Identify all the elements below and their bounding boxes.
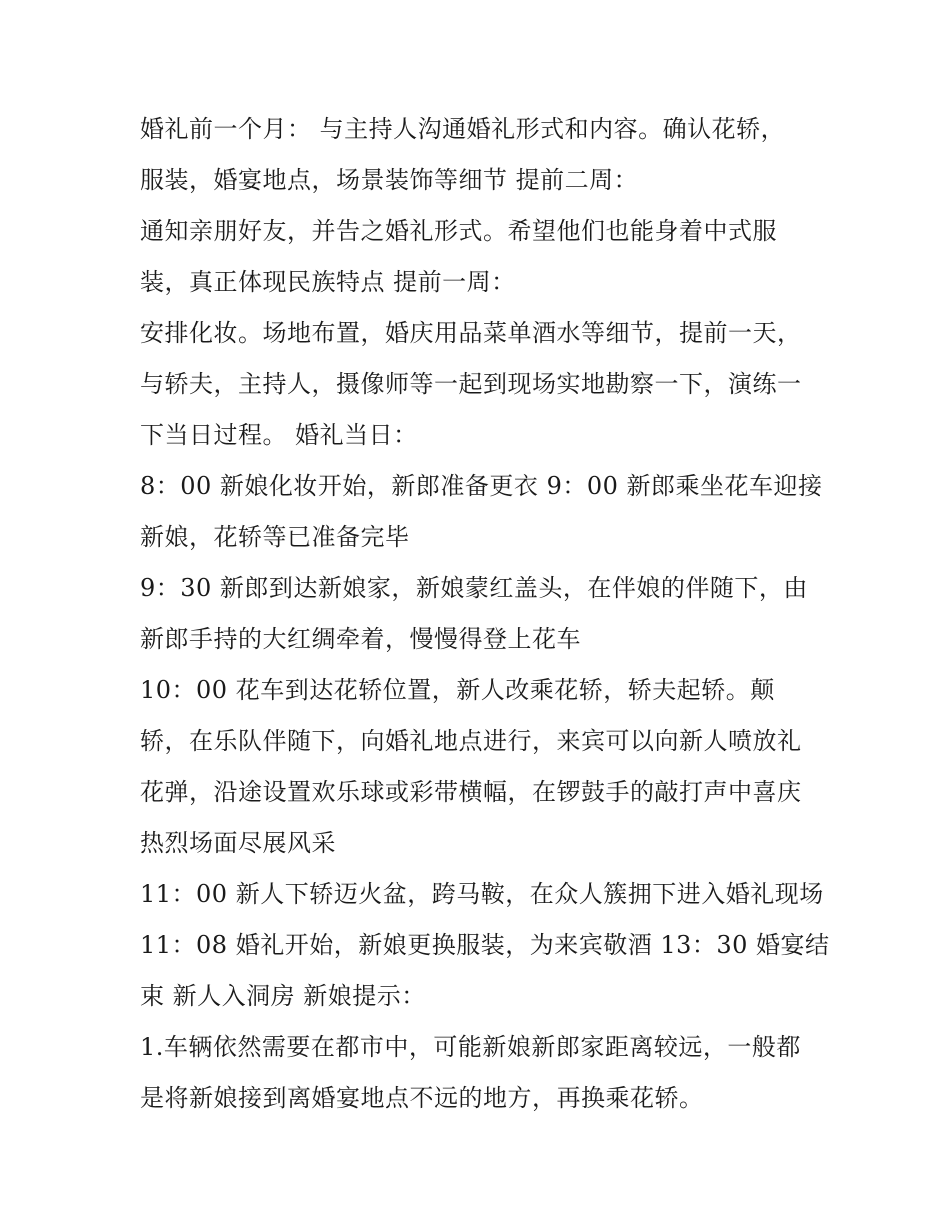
text-line: 热烈场面尽展风采 [140, 829, 336, 857]
text-line: 10：00 花车到达花轿位置，新人改乘花轿，轿夫起轿。颠 [140, 676, 775, 704]
text-line: 花弹，沿途设置欢乐球或彩带横幅，在锣鼓手的敲打声中喜庆 [140, 778, 802, 806]
text-line: 下当日过程。 婚礼当日： [140, 421, 418, 449]
text-line: 束 新人入洞房 新娘提示： [140, 982, 426, 1010]
text-line: 轿，在乐队伴随下，向婚礼地点进行，来宾可以向新人喷放礼 [140, 727, 802, 755]
text-line: 11：00 新人下轿迈火盆，跨马鞍，在众人簇拥下进入婚礼现场 [140, 880, 824, 908]
text-line: 与轿夫，主持人，摄像师等一起到现场实地勘察一下，演练一 [140, 370, 802, 398]
text-line: 服装，婚宴地点，场景装饰等细节 提前二周： [140, 166, 639, 194]
text-line: 新娘，花轿等已准备完毕 [140, 523, 410, 551]
document-body [140, 104, 830, 1124]
text-line: 9：30 新郎到达新娘家，新娘蒙红盖头，在伴娘的伴随下，由 [140, 574, 808, 602]
text-line: 装，真正体现民族特点 提前一周： [140, 268, 516, 296]
text-line: 11：08 婚礼开始，新娘更换服装，为来宾敬酒 13：30 婚宴结 [140, 931, 830, 959]
text-line: 通知亲朋好友，并告之婚礼形式。希望他们也能身着中式服 [140, 217, 777, 245]
text-line: 是将新娘接到离婚宴地点不远的地方，再换乘花轿。 [140, 1084, 704, 1112]
text-line: 8：00 新娘化妆开始，新郎准备更衣 9：00 新郎乘坐花车迎接 [140, 472, 823, 500]
text-line: 安排化妆。场地布置，婚庆用品菜单酒水等细节，提前一天， [140, 319, 802, 347]
text-line: 1.车辆依然需要在都市中，可能新娘新郎家距离较远，一般都 [140, 1033, 801, 1061]
text-line: 新郎手持的大红绸牵着，慢慢得登上花车 [140, 625, 581, 653]
text-line: 婚礼前一个月： 与主持人沟通婚礼形式和内容。确认花轿， [140, 115, 786, 143]
